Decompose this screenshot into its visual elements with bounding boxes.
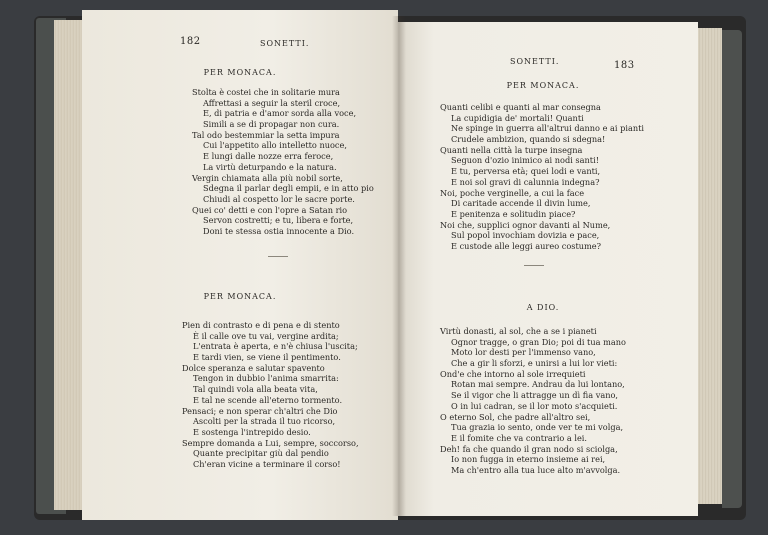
poem-line: Noi che, supplici ognor davanti al Nume, bbox=[440, 219, 611, 230]
poem-line: E penitenza e solitudin piace? bbox=[451, 208, 576, 219]
poem-body bbox=[182, 320, 359, 470]
poem-line: Doni te stessa ostia innocente a Dio. bbox=[203, 225, 355, 236]
poem-line: Quei co' detti e con l'opre a Satan rio bbox=[192, 204, 348, 215]
poem-line: Quante precipitar giù dal pendio bbox=[193, 448, 329, 459]
poem-line: La cupidigia de' mortali! Quanti bbox=[451, 112, 584, 123]
poem-line: Tal odo bestemmiar la setta impura bbox=[192, 129, 340, 140]
poem-line: Tua grazia io sento, onde ver te mi volga, bbox=[451, 422, 624, 433]
poem-line: Affrettasi a seguir la steril croce, bbox=[203, 97, 341, 108]
poem-line: Deh! fa che quando il gran nodo si sciolga, bbox=[440, 443, 618, 454]
poem-line: E tu, perversa età; quei lodi e vanti, bbox=[451, 166, 601, 177]
poem-line: Pensaci; e non sperar ch'altri che Dio bbox=[182, 405, 338, 416]
poem-line: Che a gir li sforzi, e unirsi a lui lor vieti: bbox=[451, 358, 618, 369]
book-cover-right bbox=[722, 30, 742, 508]
poem-line: Seguon d'ozio inimico ai nodi santi! bbox=[451, 155, 599, 166]
running-head: SONETTI. bbox=[260, 39, 310, 48]
book-gutter bbox=[392, 16, 406, 516]
left-page bbox=[82, 10, 398, 520]
poem-line: E tal ne scende all'eterno tormento. bbox=[193, 394, 343, 405]
poem-line: Quanti nella città la turpe insegna bbox=[440, 144, 583, 155]
poem-line: E tardi vien, se viene il pentimento. bbox=[193, 352, 341, 363]
poem-line: O in lui cadran, se il lor moto s'acquieti. bbox=[451, 400, 618, 411]
poem-line: Sempre domanda a Lui, sempre, soccorso, bbox=[182, 437, 359, 448]
poem-line: Sul popol invochiam dovizia e pace, bbox=[451, 230, 600, 241]
running-head: SONETTI. bbox=[510, 57, 560, 66]
poem-line: La virtù deturpando e la natura. bbox=[203, 161, 337, 172]
poem-line: E, di patria e d'amor sorda alla voce, bbox=[203, 108, 357, 119]
poem-line: Tal quindi vola alla beata vita, bbox=[193, 384, 318, 395]
poem-line: Ma ch'entro alla tua luce alto m'avvolga. bbox=[451, 464, 621, 475]
poem-body bbox=[192, 87, 374, 237]
page-number: 182 bbox=[180, 36, 201, 47]
poem-line: Ne spinge in guerra all'altrui danno e ai pianti bbox=[451, 123, 645, 134]
poem-title: PER MONACA. bbox=[203, 292, 277, 301]
separator bbox=[268, 256, 288, 257]
poem-line: Quanti celibi e quanti al mar consegna bbox=[440, 102, 601, 112]
poem-line: Vergin chiamata alla più nobil sorte, bbox=[192, 172, 343, 183]
poem-line: Sdegna il parlar degli empii, e in atto pio bbox=[203, 183, 374, 194]
poem-title: PER MONACA. bbox=[203, 68, 277, 77]
poem-line: E custode alle leggi aureo costume? bbox=[451, 240, 602, 251]
poem-title: A DIO. bbox=[526, 303, 560, 312]
poem-line: Tengon in dubbio l'anima smarrita: bbox=[193, 373, 339, 384]
poem-line: Ognor tragge, o gran Dio; poi di tua mano bbox=[451, 336, 626, 347]
separator bbox=[524, 265, 544, 266]
poem-body bbox=[440, 326, 626, 476]
page-number: 183 bbox=[614, 60, 635, 71]
poem-line: Chiudi al cospetto lor le sacre porte. bbox=[203, 193, 355, 204]
poem-line: Di caritade accende il divin lume, bbox=[451, 198, 591, 209]
poem-line: Ond'e che intorno al sole irrequieti bbox=[440, 368, 586, 379]
poem-line: Moto lor desti per l'immenso vano, bbox=[451, 347, 596, 358]
poem-line: E il fomite che va contrario a lei. bbox=[451, 432, 588, 443]
poem-line: Se il vigor che li attragge un dì fia vano, bbox=[451, 390, 619, 401]
poem-title: PER MONACA. bbox=[506, 81, 580, 90]
poem-line: Servon costretti; e tu, libera e forte, bbox=[203, 215, 354, 226]
poem-line: E lungi dalle nozze erra feroce, bbox=[203, 151, 334, 162]
poem-line: Ascolti per la strada il tuo ricorso, bbox=[193, 416, 336, 427]
poem-line: Dolce speranza e salutar spavento bbox=[182, 362, 325, 373]
poem-line: Rotan mai sempre. Andrau da lui lontano, bbox=[451, 379, 625, 390]
poem-line: Cui l'appetito allo intelletto nuoce, bbox=[203, 140, 347, 151]
poem-line: Noi, poche verginelle, a cui la face bbox=[440, 187, 585, 198]
poem-line: L'entrata è aperta, e n'è chiusa l'uscita; bbox=[193, 341, 358, 352]
poem-line: Ch'eran vicine a terminare il corso! bbox=[193, 458, 341, 469]
poem-line: E noi sol gravi di calunnia indegna? bbox=[451, 176, 600, 187]
poem-line: E sostenga l'intrepido desio. bbox=[193, 426, 311, 437]
poem-line: È il calle ove tu vai, vergine ardita; bbox=[193, 330, 339, 341]
poem-line: Io non fugga in eterno insieme ai rei, bbox=[451, 454, 606, 465]
poem-line: Pien di contrasto e di pena e di stento bbox=[182, 320, 340, 330]
poem-line: Virtù donasti, al sol, che a se i pianeti bbox=[440, 326, 597, 336]
poem-line: Stolta è costei che in solitarie mura bbox=[192, 87, 340, 97]
poem-line: Simili a se di propagar non cura. bbox=[203, 119, 340, 130]
poem-line: O eterno Sol, che padre all'altro sei, bbox=[440, 411, 591, 422]
poem-body bbox=[440, 102, 644, 252]
page-edges-right bbox=[698, 28, 722, 504]
right-page bbox=[398, 22, 698, 516]
poem-line: Crudele ambizion, quando si sdegna! bbox=[451, 134, 606, 145]
